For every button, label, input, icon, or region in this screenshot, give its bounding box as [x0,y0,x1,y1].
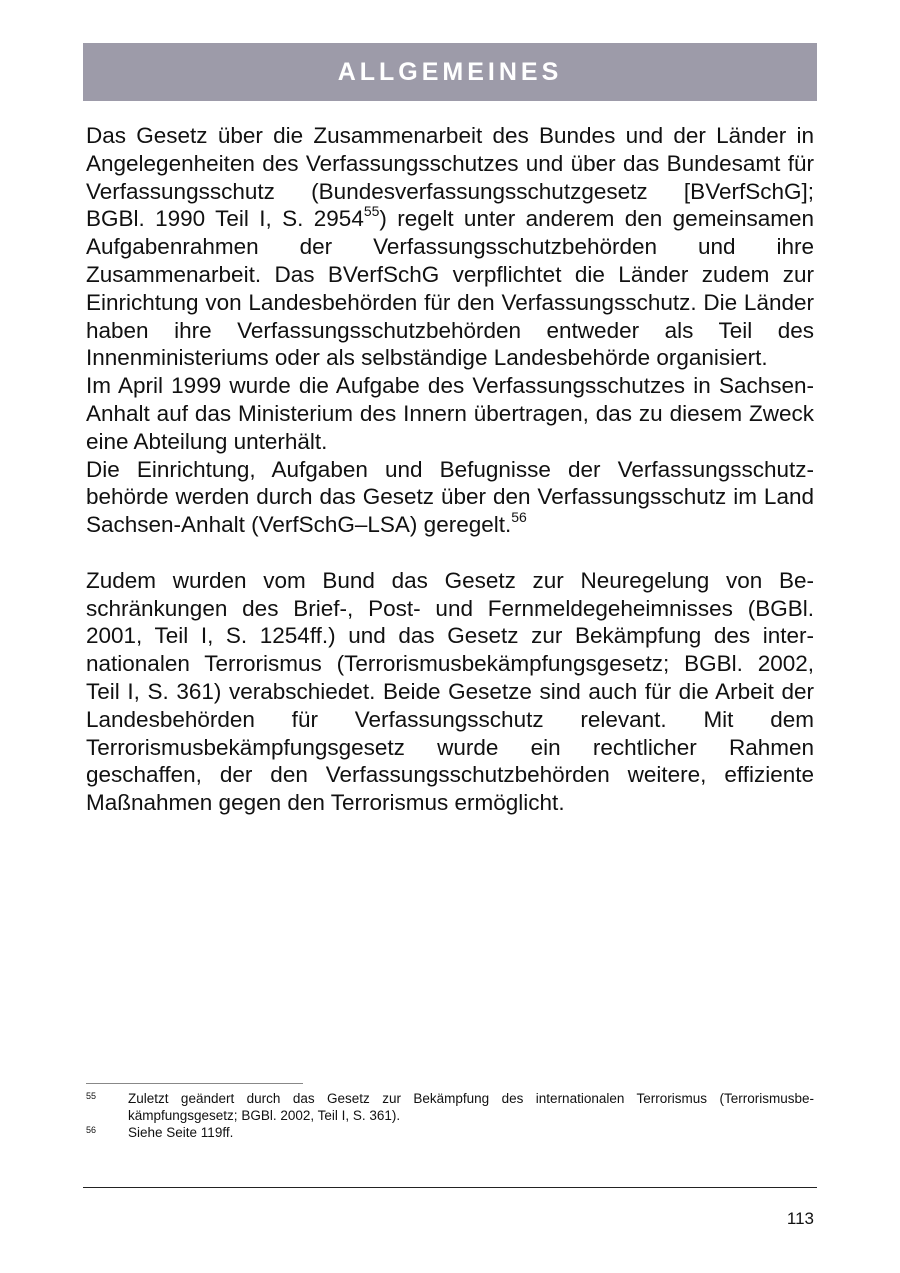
footnote-text: Zuletzt geändert durch das Gesetz zur Bekämpfung des internationalen Terrorismus (Terrorismusbekämpfungsgesetz; BGBl. 2002, Teil I, S. 361). [128,1091,814,1123]
paragraph-1 [86,122,814,372]
footnote-ref-56: 56 [511,509,527,526]
body-text [86,122,814,817]
page-number: 113 [786,1209,814,1228]
paragraph-2: Im April 1999 wurde die Aufgabe des Verfassungsschutzes in Sachsen-Anhalt auf das Ministerium des Innern übertragen, das zu diesem Zweck eine Abteilung unterhält. [86,373,814,454]
paragraph-4: Zudem wurden vom Bund das Gesetz zur Neuregelung von Beschränkungen des Brief-, Post- und Fernmeldegeheimnisses (BGBl. 2001, Teil I, S. 1254ff.) und das Gesetz zur Bekämpfung des internationalen Terrorismus (Terrorismusbekämpfungsgesetz; BGBl. 2002, Teil I, S. 361) verabschiedet. Beide Gesetze sind auch für die Arbeit der Landesbehörden für Verfassungsschutz relevant. Mit dem Terrorismusbekämpfungsgesetz wurde ein rechtlicher Rahmen geschaffen, der den Verfassungsschutzbehörden weitere, effiziente Maßnahmen gegen den Terrorismus ermöglicht. [86,567,814,816]
paragraph-1-part-b: ) regelt unter anderem den gemeinsamen Aufgabenrahmen der Verfassungsschutzbehörden und ihre Zusammenarbeit. Das BVerfSchG verpflichtet die Länder zudem zur Einrichtung von Landesbehörden für den Verfassungsschutz. Die Länder haben ihre Verfassungsschutzbehörden entweder als Teil des Innenministeriums oder als selbständige Landesbehörde organisiert. [86,206,814,371]
footnote-number: 55 [86,1091,97,1101]
footnotes [86,1090,814,1141]
footnote-number: 56 [86,1125,97,1135]
section-title: ALLGEMEINES [337,57,563,86]
footnote-ref-55: 55 [363,203,380,220]
footnote-56 [86,1124,814,1141]
footnote-55 [86,1090,814,1124]
footer-rule [83,1187,817,1188]
paragraph-1-part-a: Das Gesetz über die Zusammenarbeit des Bundes und der Länder in Angelegenheiten des Verfassungsschutzes und über das Bundesamt für Verfassungsschutz (Bundesverfassungsschutzgesetz [BVerfSchG]; BGBl. 1990 Teil I, S. 2954 [86,123,814,232]
footnote-separator [86,1083,303,1084]
paragraph-3 [86,456,814,539]
section-header-bar [83,43,817,101]
footnote-text: Siehe Seite 119ff. [128,1125,234,1140]
paragraph-3-text: Die Einrichtung, Aufgaben und Befugnisse der Verfassungsschutzbehörde werden durch das Gesetz über den Verfassungsschutz im Land Sachsen-Anhalt (VerfSchG–LSA) geregelt. [86,456,814,538]
